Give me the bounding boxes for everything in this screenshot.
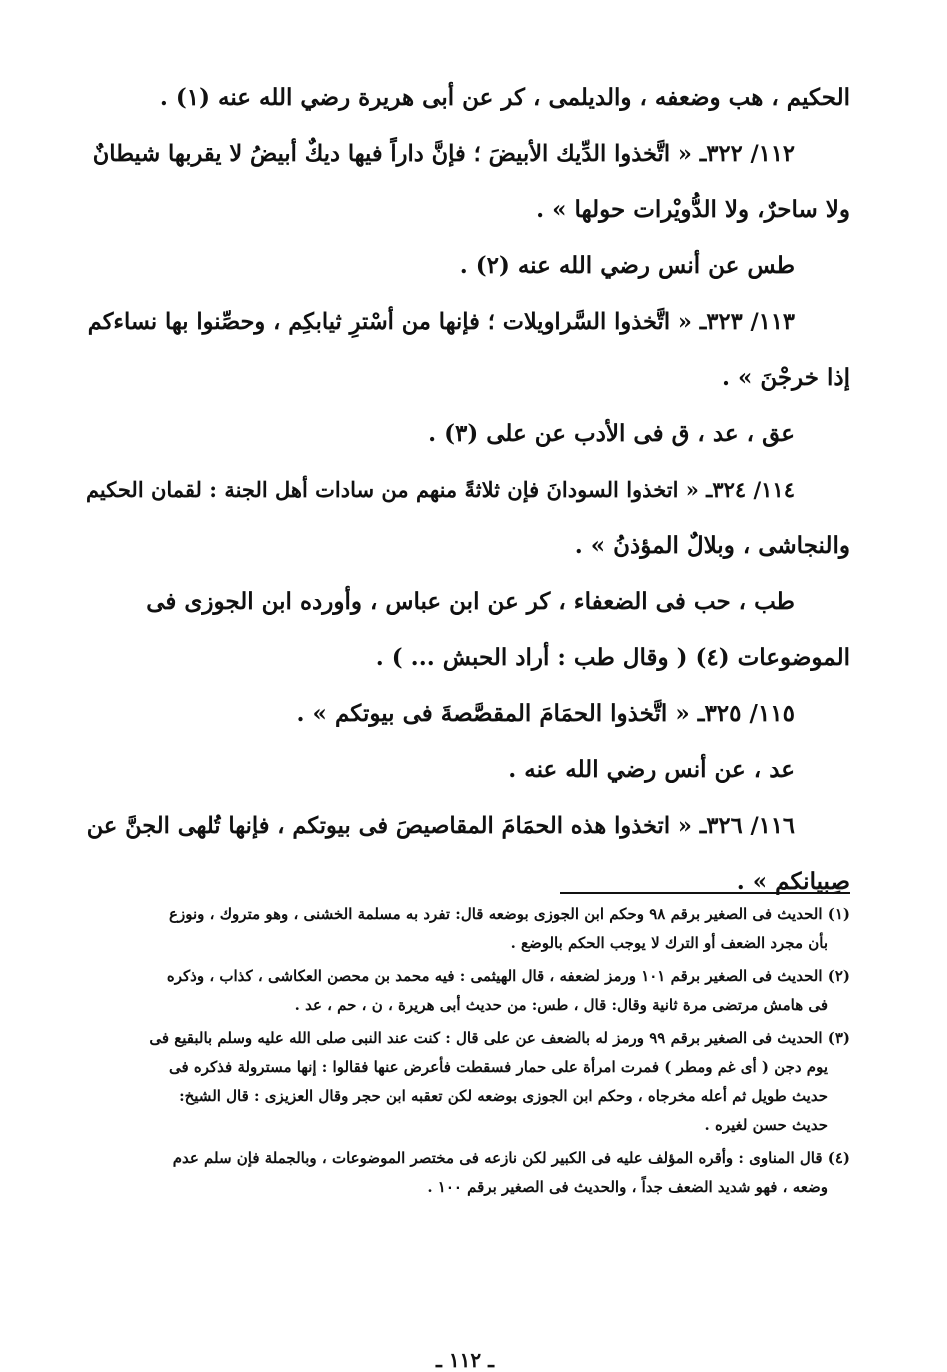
text-line: صِبيانكم » . <box>736 868 850 895</box>
footnote-line: حديث حسن لغيره . <box>704 1116 828 1134</box>
text-line: ١١٤/ ٣٢٤ـ « اتخذوا السودانَ فإن ثلاثةً منهم من سادات أهل الجنة : لقمان الحكيم <box>85 477 795 502</box>
main-text <box>80 70 850 910</box>
footnote-line: فى هامش مرتضى مرة ثانية وقال: قال ، طس: من حديث أبى هريرة ، ن ، حم ، عد . <box>294 996 828 1014</box>
footnote-line: بأن مجرد الضعف أو الترك لا يوجب الحكم بالوضع . <box>510 934 828 952</box>
text-line: طس عن أنس رضي الله عنه (٢) . <box>459 252 795 279</box>
text-line: ١١٣/ ٣٢٣ـ « اتَّخذوا السَّراويلات ؛ فإنها من أسْترِ ثيابكِم ، وحصِّنوا بها نساءكم <box>87 309 795 335</box>
text-line: الحكيم ، هب وضعفه ، والديلمى ، كر عن أبى هريرة رضي الله عنه (١) . <box>159 84 850 111</box>
text-line: طب ، حب فى الضعفاء ، كر عن ابن عباس ، وأورده ابن الجوزى فى <box>146 588 795 615</box>
document-page <box>80 70 850 1372</box>
footnote <box>80 1024 850 1140</box>
text-line: ١١٢/ ٣٢٢ـ « اتَّخذوا الدِّيك الأبيضَ ؛ فإنَّ داراً فيها ديكٌ أبيضُ لا يقربها شيطانٌ <box>92 141 795 167</box>
text-line: إذا خرجْنَ » . <box>721 364 850 391</box>
text-line: ١١٦/ ٣٢٦ـ « اتخذوا هذه الحمَامَ المقاصيصَ فى بيوتكم ، فإنها تُلهى الجنَّ عن <box>86 813 795 839</box>
text-line: عق ، عد ، ق فى الأدب عن على (٣) . <box>428 420 795 447</box>
footnote-line: يوم دجن ( أى غم ومطر ) فمرت امرأة على حمار فسقطت فأعرض عنها فقالوا : إنها مسترولة فذكره فى <box>169 1058 828 1076</box>
text-line: عد ، عن أنس رضي الله عنه . <box>508 756 795 783</box>
footnote-line: (٣) الحديث فى الصغير برقم ٩٩ ورمز له بالضعف عن على قال : كنت عند النبى صلى الله عليه وسلم بالبقيع فى <box>149 1029 850 1047</box>
footnote-line: وضعه ، فهو شديد الضعف جداً ، والحديث فى الصغير برقم ١٠٠ . <box>427 1178 828 1196</box>
footnote <box>80 900 850 958</box>
footnote-line: (٢) الحديث فى الصغير برقم ١٠١ ورمز لضعفه ، قال الهيثمى : فيه محمد بن محصن العكاشى ، كذاب ، وذكره <box>166 967 850 985</box>
footnote-line: (١) الحديث فى الصغير برقم ٩٨ وحكم ابن الجوزى بوضعه قال: تفرد به مسلمة الخشنى ، وهو متروك ، ونوزع <box>169 905 850 923</box>
footnote-line: حديث طويل ثم أعله مخرجاه ، وحكم ابن الجوزى بوضعه لكن تعقبه ابن حجر وقال العزيزى : قال الشيخ: <box>179 1087 828 1105</box>
footnote <box>80 962 850 1020</box>
footnote-separator <box>560 892 850 894</box>
footnotes <box>80 900 850 1206</box>
text-line: ولا ساحرٌ، ولا الدُّويْرات حولها » . <box>536 196 850 223</box>
text-line: والنجاشى ، وبلالٌ المؤذنُ » . <box>574 532 850 559</box>
page-number: ـ ١١٢ ـ <box>436 1348 494 1372</box>
text-line: الموضوعات (٤) ( وقال طب : أراد الحبش ... ) . <box>375 644 850 671</box>
footnote-line: (٤) قال المناوى : وأقره المؤلف عليه فى الكبير لكن نازعه فى مختصر الموضوعات ، وبالجملة فإن سلم عدم <box>172 1149 850 1167</box>
text-line: ١١٥/ ٣٢٥ـ « اتَّخذوا الحمَامَ المقصَّصةَ فى بيوتكم » . <box>296 700 795 727</box>
footnote <box>80 1144 850 1202</box>
